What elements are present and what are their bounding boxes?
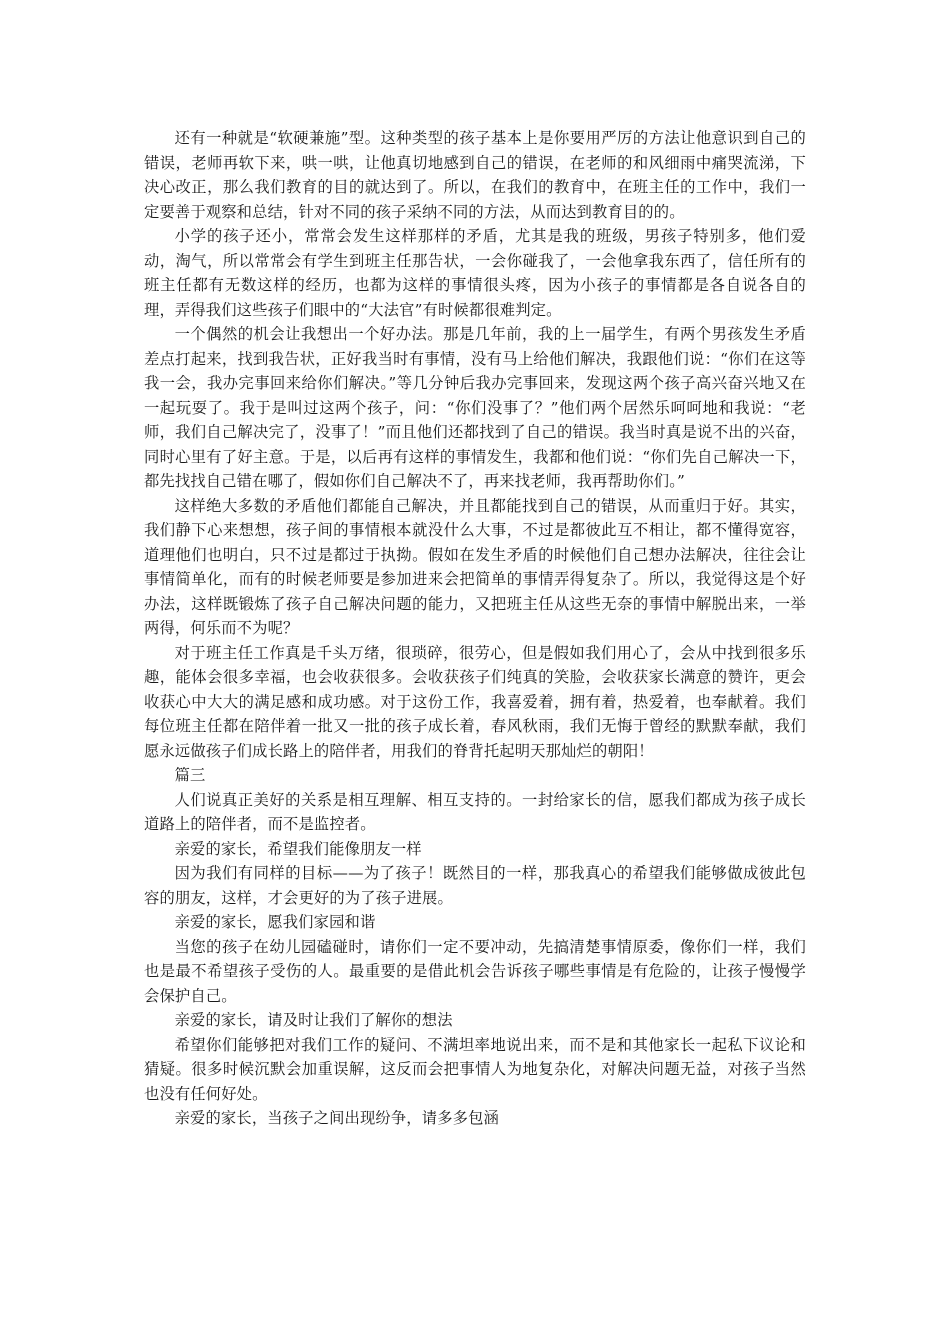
paragraph: 小学的孩子还小，常常会发生这样那样的矛盾，尤其是我的班级，男孩子特别多，他们爱动，淘气，所以常常会有学生到班主任那告状，一会你碰我了，一会他拿我东西了，信任所有的班主任都有无数这样的经历，也都为这样的事情很头疼，因为小孩子的事情都是各自说各自的理，弄得我们这些孩子们眼中的“大法官”有时候都很难判定。 [144,227,806,319]
paragraph: 一个偶然的机会让我想出一个好办法。那是几年前，我的上一届学生，有两个男孩发生矛盾差点打起来，找到我告状，正好我当时有事情，没有马上给他们解决，我跟他们说：“你们在这等我一会，我办完事回来给你们解决。”等几分钟后我办完事回来，发现这两个孩子高兴奋兴地又在一起玩耍了。我于是叫过这两个孩子，问：“你们没事了？”他们两个居然乐呵呵地和我说：“老师，我们自己解决完了，没事了！”而且他们还都找到了自己的错误。我当时真是说不出的兴奋，同时心里有了好主意。于是，以后再有这样的事情发生，我都和他们说：“你们先自己解决一下，都先找找自己错在哪了，假如你们自己解决不了，再来找老师，我再帮助你们。” [144,325,806,490]
document-page [144,126,806,1131]
section-heading: 亲爱的家长，请及时让我们了解你的想法 [174,1011,453,1029]
paragraph: 人们说真正美好的关系是相互理解、相互支持的。一封给家长的信，愿我们都成为孩子成长道路上的陪伴者，而不是监控者。 [144,790,806,833]
section-heading: 亲爱的家长，当孩子之间出现纷争，请多多包涵 [174,1109,499,1127]
paragraph: 这样绝大多数的矛盾他们都能自己解决，并且都能找到自己的错误，从而重归于好。其实，我们静下心来想想，孩子间的事情根本就没什么大事，不过是都彼此互不相让，都不懂得宽容，道理他们也明白，只不过是都过于执拗。假如在发生矛盾的时候他们自己想办法解决，往往会让事情简单化，而有的时候老师要是参加进来会把简单的事情弄得复杂了。所以，我觉得这是个好办法，这样既锻炼了孩子自己解决问题的能力，又把班主任从这些无奈的事情中解脱出来，一举两得，何乐而不为呢？ [144,496,806,637]
section-heading: 亲爱的家长，希望我们能像朋友一样 [174,839,422,858]
paragraph: 当您的孩子在幼儿园磕碰时，请你们一定不要冲动，先搞清楚事情原委，像你们一样，我们也是最不希望孩子受伤的人。最重要的是借此机会告诉孩子哪些事情是有危险的，让孩子慢慢学会保护自己。 [144,937,806,1005]
paragraph: 希望你们能够把对我们工作的疑问、不满坦率地说出来，而不是和其他家长一起私下议论和猜疑。很多时候沉默会加重误解，这反而会把事情人为地复杂化，对解决问题无益，对孩子当然也没有任何好处。 [144,1035,806,1103]
paragraph: 还有一种就是“软硬兼施”型。这种类型的孩子基本上是你要用严厉的方法让他意识到自己的错误，老师再软下来，哄一哄，让他真切地感到自己的错误，在老师的和风细雨中痛哭流涕，下决心改正，那么我们教育的目的就达到了。所以，在我们的教育中，在班主任的工作中，我们一定要善于观察和总结，针对不同的孩子采纳不同的方法，从而达到教育目的的。 [144,129,806,221]
paragraph: 因为我们有同样的目标——为了孩子！既然目的一样，那我真心的希望我们能够做成彼此包容的朋友，这样，才会更好的为了孩子进展。 [144,864,806,907]
paragraph: 对于班主任工作真是千头万绪，很琐碎，很劳心，但是假如我们用心了，会从中找到很多乐趣，能体会很多幸福，也会收获很多。会收获孩子们纯真的笑脸，会收获家长满意的赞许，更会收获心中大大的满足感和成功感。对于这份工作，我喜爱着，拥有着，热爱着，也奉献着。我们每位班主任都在陪伴着一批又一批的孩子成长着，春风秋雨，我们无悔于曾经的默默奉献，我们愿永远做孩子们成长路上的陪伴者，用我们的脊背托起明天那灿烂的朝阳！ [144,643,806,760]
section-heading: 篇三 [174,766,206,784]
section-heading: 亲爱的家长，愿我们家园和谐 [174,913,376,931]
